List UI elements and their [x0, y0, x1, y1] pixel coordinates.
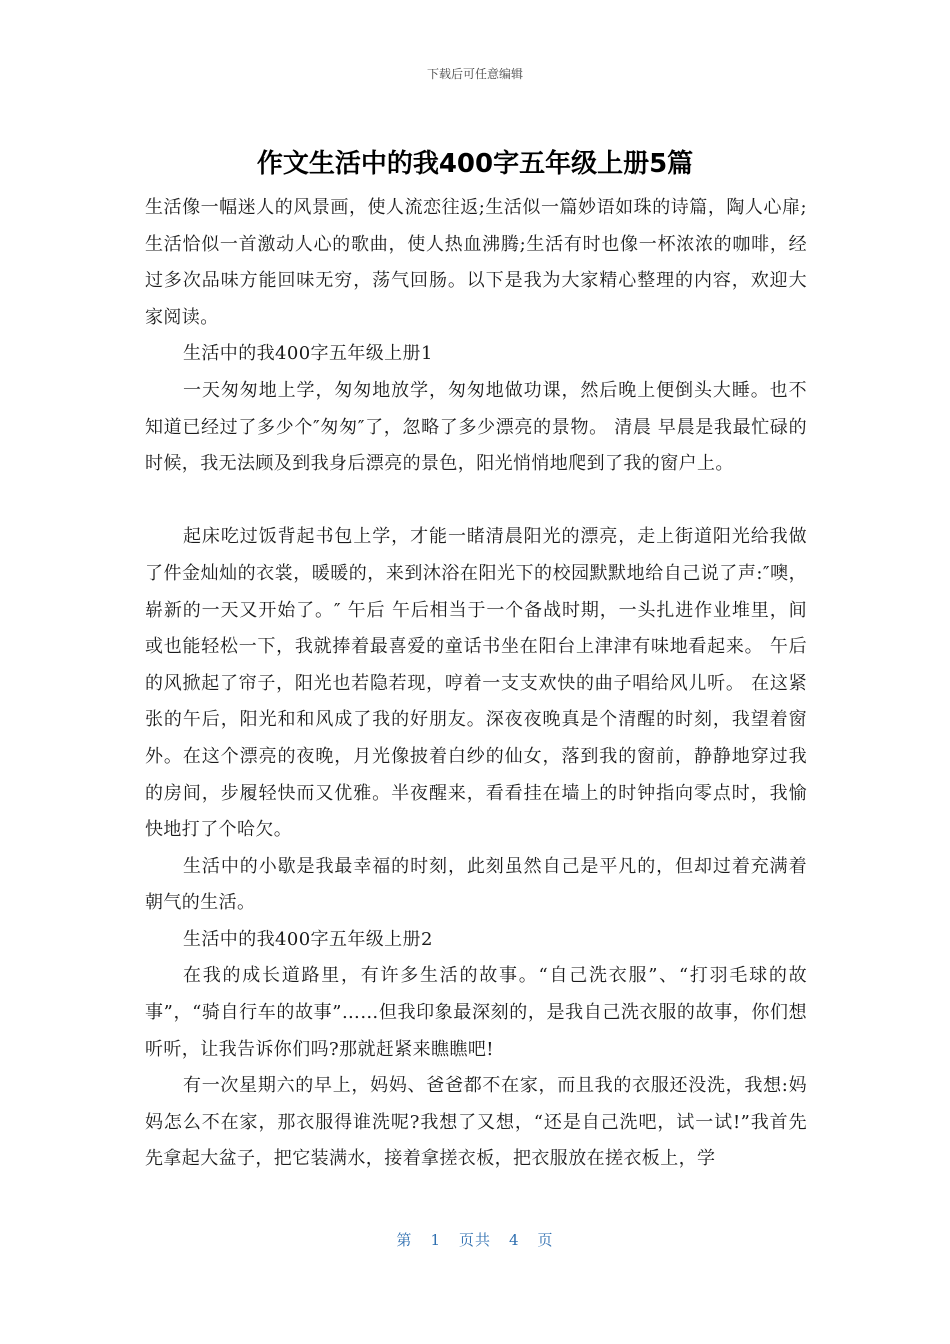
paragraph-spacer: [145, 483, 807, 520]
page-number-total: 4: [509, 1231, 520, 1249]
document-title: 作文生活中的我400字五年级上册5篇: [256, 149, 694, 179]
page-label-prefix: 第: [396, 1231, 413, 1249]
section-heading-2: 生活中的我400字五年级上册2: [183, 928, 433, 950]
body-paragraph: 有一次星期六的早上，妈妈、爸爸都不在家，而且我的衣服还没洗，我想:妈妈怎么不在家，那衣服得谁洗呢?我想了又想，“还是自己洗吧，试一试!”我首先先拿起大盆子，把它装满水，接着拿搓衣板，把衣服放在搓衣板上，学: [145, 1075, 807, 1170]
body-paragraph: 在我的成长道路里，有许多生活的故事。“自己洗衣服”、“打羽毛球的故事”，“骑自行车的故事”……但我印象最深刻的，是我自己洗衣服的故事，你们想听听，让我告诉你们吗?那就赶紧来瞧瞧吧!: [145, 965, 807, 1060]
section-heading-1: 生活中的我400字五年级上册1: [183, 343, 433, 365]
intro-paragraph: 生活像一幅迷人的风景画，使人流恋往返;生活似一篇妙语如珠的诗篇，陶人心扉;生活恰似一首激动人心的歌曲，使人热血沸腾;生活有时也像一杯浓浓的咖啡，经过多次品味方能回味无穷，荡气回肠。以下是我为大家精心整理的内容，欢迎大家阅读。: [145, 197, 807, 328]
document-body: [145, 190, 807, 1178]
body-paragraph: 起床吃过饭背起书包上学，才能一睹清晨阳光的漂亮，走上街道阳光给我做了件金灿灿的衣裳，暖暖的，来到沐浴在阳光下的校园默默地给自己说了声:″噢，崭新的一天又开始了。″ 午后 午后相当于一个备战时期，一头扎进作业堆里，间或也能轻松一下，我就捧着最喜爱的童话书坐在阳台上津津有味地看起来。 午后的风掀起了帘子，阳光也若隐若现，哼着一支支欢快的曲子唱给风儿听。 在这紧张的午后，阳光和和风成了我的好朋友。深夜夜晚真是个清醒的时刻，我望着窗外。在这个漂亮的夜晚，月光像披着白纱的仙女，落到我的窗前，静静地穿过我的房间，步履轻快而又优雅。半夜醒来，看看挂在墙上的时钟指向零点时，我愉快地打了个哈欠。: [145, 526, 807, 841]
page-header-note: 下载后可任意编辑: [426, 67, 523, 81]
page-label-suffix: 页: [537, 1231, 554, 1249]
page-footer: [0, 1230, 950, 1250]
body-paragraph: 一天匆匆地上学，匆匆地放学，匆匆地做功课，然后晚上便倒头大睡。也不知道已经过了多少个″匆匆″了，忽略了多少漂亮的景物。 清晨 早晨是我最忙碌的时候，我无法顾及到我身后漂亮的景色，阳光悄悄地爬到了我的窗户上。: [145, 379, 807, 475]
page-label-middle: 页共: [458, 1231, 491, 1249]
body-paragraph: 生活中的小歇是我最幸福的时刻，此刻虽然自己是平凡的，但却过着充满着朝气的生活。: [145, 855, 807, 914]
page-number-current: 1: [430, 1231, 441, 1249]
